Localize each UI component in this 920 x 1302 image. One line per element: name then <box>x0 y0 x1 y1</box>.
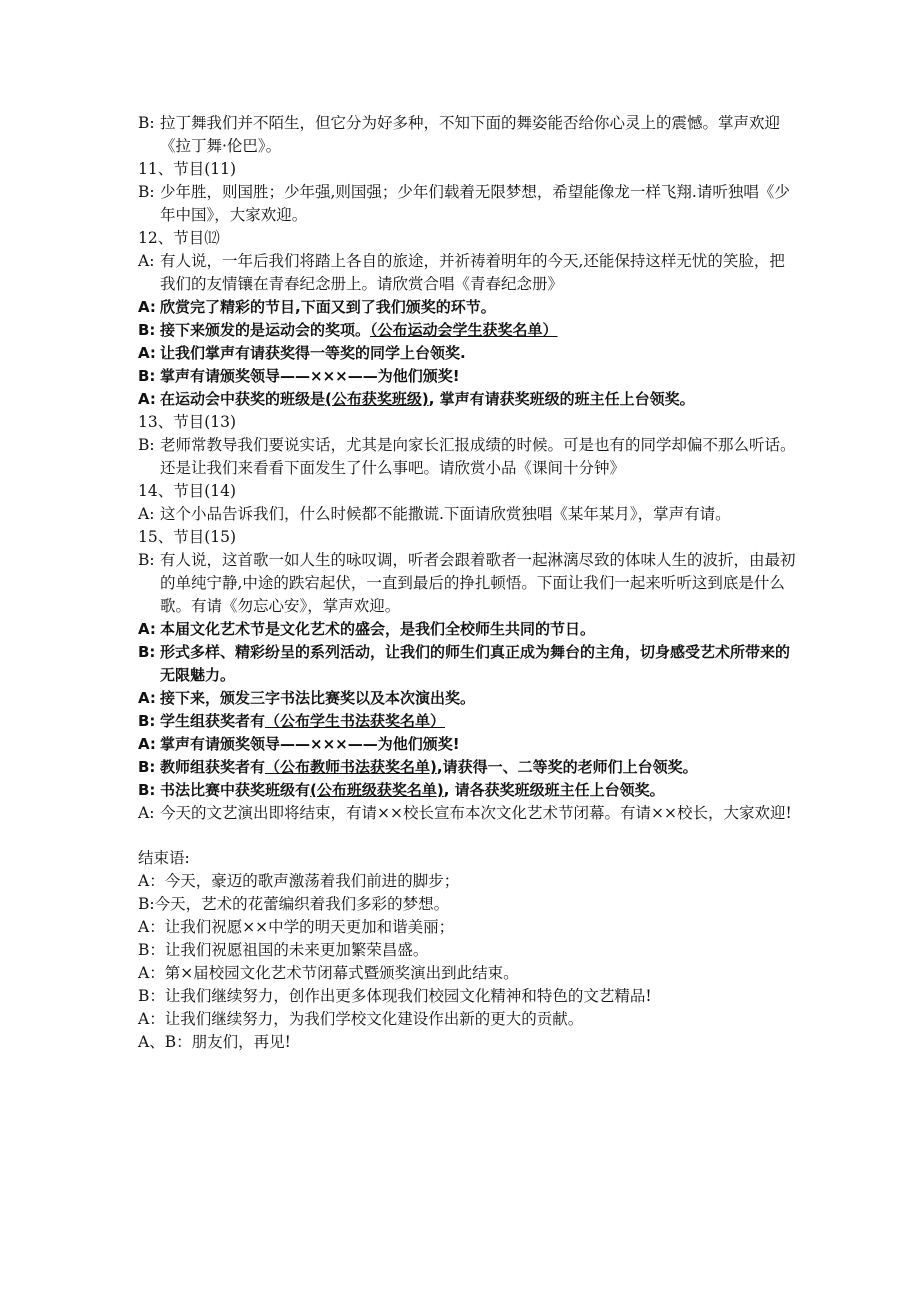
speaker-label: A: <box>138 689 156 707</box>
line-text: 有人说，这首歌一如人生的咏叹调，听者会跟着歌者一起淋漓尽致的体味人生的波折，由最初的单纯宁静,中途的跌宕起伏，一直到最后的挣扎顿悟。下面让我们一起来听听这到底是什么歌。有请《勿忘心安》，掌声欢迎。 <box>160 551 796 615</box>
dialogue-line <box>138 779 798 802</box>
line-text: 接下来颁发的是运动会的奖项。 <box>160 321 371 339</box>
line-text: 本届文化艺术节是文化艺术的盛会，是我们全校师生共同的节日。 <box>160 620 596 638</box>
placeholder-note: (公布班级获奖名单) <box>310 781 444 799</box>
dialogue-line <box>138 687 798 710</box>
line-text: 接下来，颁发三字书法比赛奖以及本次演出奖。 <box>160 689 476 707</box>
section-line: 13、节目(13) <box>138 413 237 431</box>
line-text: 欣赏完了精彩的节目,下面又到了我们颁奖的环节。 <box>160 298 496 316</box>
line-text: 这个小品告诉我们，什么时候都不能撒谎.下面请欣赏独唱《某年某月》，掌声有请。 <box>160 505 731 523</box>
section-line: 14、节目(14) <box>138 482 237 500</box>
speaker-label: B: <box>138 643 156 661</box>
dialogue-line <box>138 296 798 319</box>
line-text: 让我们掌声有请获奖得一等奖的同学上台领奖. <box>160 344 466 362</box>
dialogue-line <box>138 181 798 227</box>
line-text: , 掌声有请获奖班级的班主任上台领奖。 <box>428 390 695 408</box>
dialogue-line <box>138 503 798 526</box>
dialogue-line <box>138 388 798 411</box>
line-text: , 请各获奖班级班主任上台领奖。 <box>443 781 665 799</box>
line-text: 学生组获奖者有 <box>160 712 266 730</box>
script-text <box>138 112 798 1054</box>
line-text: 今天的文艺演出即将结束，有请××校长宣布本次文化艺术节闭幕。有请××校长，大家欢迎! <box>160 804 792 822</box>
speaker-label: B: <box>138 436 155 454</box>
dialogue-line <box>138 434 798 480</box>
section-line: 结束语: <box>138 849 190 867</box>
dialogue-line <box>138 733 798 756</box>
speaker-label: B: <box>138 367 156 385</box>
speaker-label: A: <box>138 390 156 408</box>
dialogue-line <box>138 641 798 687</box>
speaker-label: B: <box>138 114 155 132</box>
speaker-label: A: <box>138 252 155 270</box>
speaker-label: B: <box>138 183 155 201</box>
placeholder-note: （公布教师书法获奖名单) <box>265 758 437 776</box>
placeholder-note: （公布学生书法获奖名单） <box>265 712 446 730</box>
speaker-label: A: <box>138 344 156 362</box>
speaker-label: B: <box>138 712 156 730</box>
placeholder-note: (公布获奖班级) <box>325 390 429 408</box>
line-text: 在运动会中获奖的班级是 <box>160 390 326 408</box>
line-text: 教师组获奖者有 <box>160 758 266 776</box>
section-line: A：今天，豪迈的歌声激荡着我们前进的脚步； <box>138 872 460 890</box>
speaker-label: B: <box>138 321 156 339</box>
dialogue-line <box>138 710 798 733</box>
section-line: A：让我们祝愿××中学的明天更加和谐美丽； <box>138 918 455 936</box>
placeholder-note: （公布运动会学生获奖名单） <box>370 321 558 339</box>
section-line: 11、节目(11) <box>138 160 237 178</box>
line-text: 有人说，一年后我们将踏上各自的旅途，并祈祷着明年的今天,还能保持这样无忧的笑脸，把我们的友情镶在青春纪念册上。请欣赏合唱《青春纪念册》 <box>160 252 785 293</box>
section-line: A、B：朋友们，再见! <box>138 1033 291 1051</box>
line-text: ,请获得一、二等奖的老师们上台领奖。 <box>436 758 698 776</box>
speaker-label: A: <box>138 804 155 822</box>
line-text: 拉丁舞我们并不陌生，但它分为好多种，不知下面的舞姿能否给你心灵上的震憾。掌声欢迎《拉丁舞·伦巴》。 <box>160 114 781 155</box>
line-text: 掌声有请颁奖领导——×××——为他们颁奖! <box>160 367 460 385</box>
line-text: 老师常教导我们要说实话，尤其是向家长汇报成绩的时候。可是也有的同学却偏不那么听话。还是让我们来看看下面发生了什么事吧。请欣赏小品《课间十分钟》 <box>160 436 796 477</box>
section-line: A：让我们继续努力，为我们学校文化建设作出新的更大的贡献。 <box>138 1010 584 1028</box>
section-line: A：第×届校园文化艺术节闭幕式暨颁奖演出到此结束。 <box>138 964 519 982</box>
speaker-label: A: <box>138 735 156 753</box>
speaker-label: B: <box>138 758 156 776</box>
dialogue-line <box>138 549 798 618</box>
speaker-label: B: <box>138 551 155 569</box>
blank-line <box>138 825 798 847</box>
line-text: 书法比赛中获奖班级有 <box>160 781 311 799</box>
section-line: B：让我们继续努力，创作出更多体现我们校园文化精神和特色的文艺精品! <box>138 987 652 1005</box>
dialogue-line <box>138 756 798 779</box>
line-text: 少年胜，则国胜；少年强,则国强；少年们载着无限梦想，希望能像龙一样飞翔.请听独唱《少年中国》，大家欢迎。 <box>160 183 790 224</box>
dialogue-line <box>138 342 798 365</box>
line-text: 掌声有请颁奖领导——×××——为他们颁奖! <box>160 735 460 753</box>
section-line: 12、节目⑿ <box>138 229 220 247</box>
line-text: 形式多样、精彩纷呈的系列活动，让我们的师生们真正成为舞台的主角，切身感受艺术所带来的无限魅力。 <box>160 643 791 684</box>
section-line: B：让我们祝愿祖国的未来更加繁荣昌盛。 <box>138 941 429 959</box>
speaker-label: B: <box>138 781 156 799</box>
speaker-label: A: <box>138 505 155 523</box>
dialogue-line <box>138 618 798 641</box>
speaker-label: A: <box>138 620 156 638</box>
speaker-label: A: <box>138 298 156 316</box>
dialogue-line <box>138 802 798 825</box>
dialogue-line <box>138 112 798 158</box>
section-line: B:今天，艺术的花蕾编织着我们多彩的梦想。 <box>138 895 450 913</box>
dialogue-line <box>138 250 798 296</box>
dialogue-line <box>138 365 798 388</box>
dialogue-line <box>138 319 798 342</box>
section-line: 15、节目(15) <box>138 528 237 546</box>
